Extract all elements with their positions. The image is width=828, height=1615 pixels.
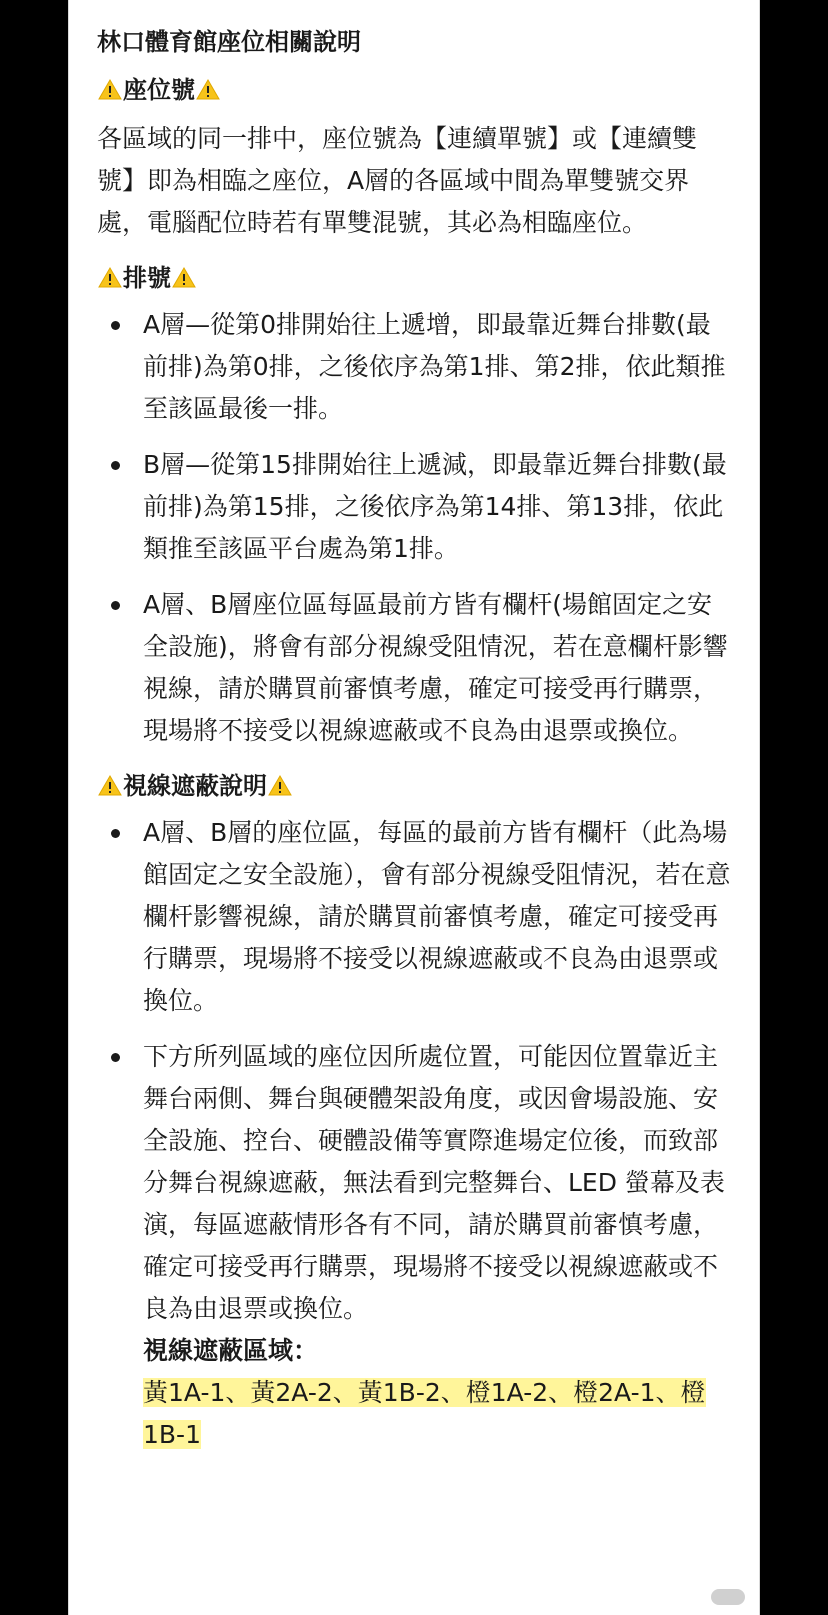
section-heading-view-block [97, 766, 731, 806]
list-item-text: B層—從第15排開始往上遞減，即最靠近舞台排數(最前排)為第15排，之後依序為第14排、第13排，依此類推至該區平台處為第1排。 [143, 450, 727, 563]
section-heading-seat-number [97, 70, 731, 110]
list-item [97, 812, 731, 1022]
bullet-icon [111, 321, 120, 330]
warning-icon [98, 774, 122, 798]
page-title: 林口體育館座位相關說明 [97, 28, 361, 56]
list-item-text: A層、B層的座位區，每區的最前方皆有欄杆（此為場館固定之安全設施），會有部分視線受阻情況，若在意欄杆影響視線，請於購買前審慎考慮，確定可接受再行購票，現場將不接受以視線遮蔽或不良為由退票或換位。 [143, 818, 731, 1015]
seat-number-text: 各區域的同一排中，座位號為【連續單號】或【連續雙號】即為相臨之座位，A層的各區域中間為單雙號交界處，電腦配位時若有單雙混號，其必為相臨座位。 [97, 124, 698, 237]
blocked-zones-list: 黃1A-1、黃2A-2、黃1B-2、橙1A-2、橙2A-1、橙1B-1 [143, 1378, 706, 1449]
list-item-text: 下方所列區域的座位因所處位置，可能因位置靠近主舞台兩側、舞台與硬體架設角度，或因會場設施、安全設施、控台、硬體設備等實際進場定位後，而致部分舞台視線遮蔽，無法看到完整舞台、LED 螢幕及表演，每區遮蔽情形各有不同，請於購買前審慎考慮，確定可接受再行購票，現場將不接受以視線遮蔽或不良為由退票或換位。 [143, 1042, 725, 1323]
view-block-list [97, 812, 731, 1456]
warning-icon [172, 266, 196, 290]
list-item-text: A層、B層座位區每區最前方皆有欄杆(場館固定之安全設施)，將會有部分視線受阻情況，若在意欄杆影響視線，請於購買前審慎考慮，確定可接受再行購票，現場將不接受以視線遮蔽或不良為由退票或換位。 [143, 590, 728, 745]
blocked-zones-label: 視線遮蔽區域： [143, 1336, 319, 1365]
list-item [97, 584, 731, 752]
list-item [97, 444, 731, 570]
warning-icon [268, 774, 292, 798]
warning-icon [98, 78, 122, 102]
warning-icon [98, 266, 122, 290]
document-content [97, 22, 731, 1470]
warning-icon [196, 78, 220, 102]
list-item-text: A層—從第0排開始往上遞增，即最靠近舞台排數(最前排)為第0排，之後依序為第1排、第2排，依此類推至該區最後一排。 [143, 310, 726, 423]
watermark-badge [711, 1589, 745, 1605]
bullet-icon [111, 1053, 120, 1062]
row-number-list [97, 304, 731, 752]
list-item [97, 1036, 731, 1456]
bullet-icon [111, 601, 120, 610]
document-page [68, 0, 760, 1615]
section-heading-label: 座位號 [123, 76, 195, 104]
section-heading-row-number [97, 258, 731, 298]
bullet-icon [111, 829, 120, 838]
list-item [97, 304, 731, 430]
bullet-icon [111, 461, 120, 470]
section-heading-label: 排號 [123, 264, 171, 292]
section-heading-label: 視線遮蔽說明 [123, 772, 267, 800]
